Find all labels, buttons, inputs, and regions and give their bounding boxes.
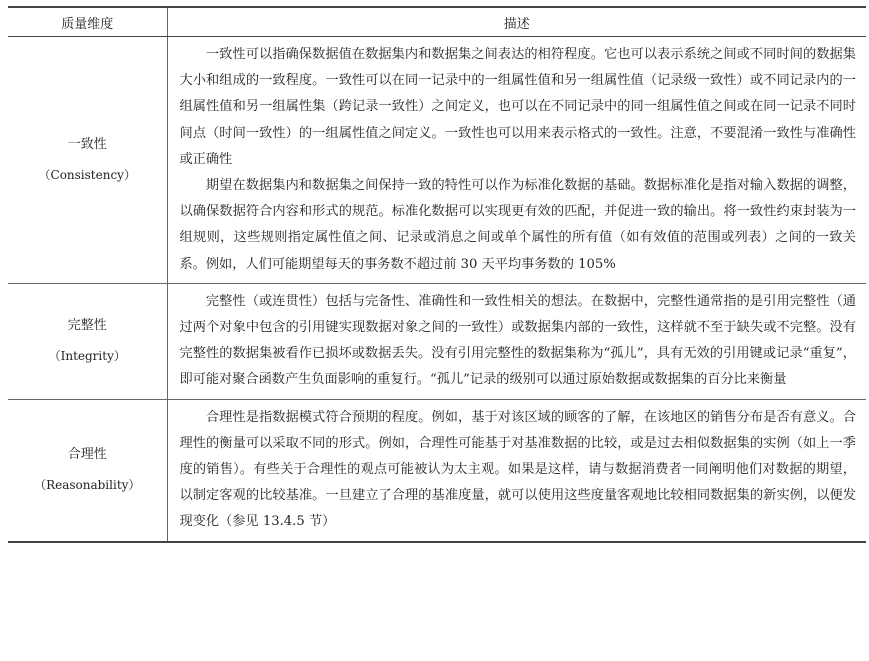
dimension-cell <box>8 399 167 542</box>
description-cell <box>167 399 866 542</box>
table-header-row <box>8 7 866 37</box>
description-cell <box>167 283 866 399</box>
header-description: 描述 <box>167 7 866 37</box>
description-paragraph: 合理性是指数据模式符合预期的程度。例如，基于对该区域的顾客的了解，在该地区的销售分布是否有意义。合理性的衡量可以采取不同的形式。例如，合理性可能基于对基准数据的比较，或是过去相似数据集的实例（如上一季度的销售）。有些关于合理性的观点可能被认为太主观。如果是这样，请与数据消费者一同阐明他们对数据的期望，以制定客观的比较基准。一旦建立了合理的基准度量，就可以使用这些度量客观地比较相同数据集的新实例，以便发现变化（参见 13.4.5 节） <box>179 409 856 530</box>
header-dimension: 质量维度 <box>8 7 167 37</box>
dimension-english: （Integrity） <box>48 349 126 364</box>
table-row-reasonability <box>8 399 866 542</box>
dimension-english: （Reasonability） <box>34 478 141 493</box>
description-paragraph: 期望在数据集内和数据集之间保持一致的特性可以作为标准化数据的基础。数据标准化是指对输入数据的调整，以确保数据符合内容和形式的规范。标准化数据可以实现更有效的匹配，并促进一致的输出。将一致性约束封装为一组规则，这些规则指定属性值之间、记录或消息之间或单个属性的所有值（如有效值的范围或列表）之间的一致关系。例如，人们可能期望每天的事务数不超过前 30 天平均事务数的 105% <box>179 178 856 272</box>
description-paragraph: 完整性（或连贯性）包括与完备性、准确性和一致性相关的想法。在数据中，完整性通常指的是引用完整性（通过两个对象中包含的引用键实现数据对象之间的一致性）或数据集内部的一致性，这样就不至于缺失或不完整。没有完整性的数据集被看作已损坏或数据丢失。没有引用完整性的数据集称为“孤儿”，具有无效的引用键或记录“重复”，即可能对聚合函数产生负面影响的重复行。“孤儿”记录的级别可以通过原始数据或数据集的百分比来衡量 <box>179 293 856 388</box>
dimension-name: 完整性 <box>67 318 107 334</box>
dimension-cell <box>8 283 167 399</box>
dimension-english: （Consistency） <box>38 167 136 182</box>
quality-dimension-table <box>8 6 866 543</box>
description-cell <box>167 37 866 284</box>
table-row-consistency <box>8 37 866 284</box>
dimension-cell <box>8 37 167 284</box>
table-row-integrity <box>8 283 866 399</box>
dimension-name: 一致性 <box>67 136 107 152</box>
description-paragraph: 一致性可以指确保数据值在数据集内和数据集之间表达的相符程度。它也可以表示系统之间或不同时间的数据集大小和组成的一致程度。一致性可以在同一记录中的一组属性值和另一组属性值（记录级一致性）或不同记录内的一组属性值和另一组属性集（跨记录一致性）之间定义，也可以在不同记录中的同一组属性值之间或在同一记录不同时间点（时间一致性）的一组属性值之间定义。一致性也可以用来表示格式的一致性。注意，不要混淆一致性与准确性或正确性 <box>179 47 856 167</box>
dimension-name: 合理性 <box>67 447 107 463</box>
